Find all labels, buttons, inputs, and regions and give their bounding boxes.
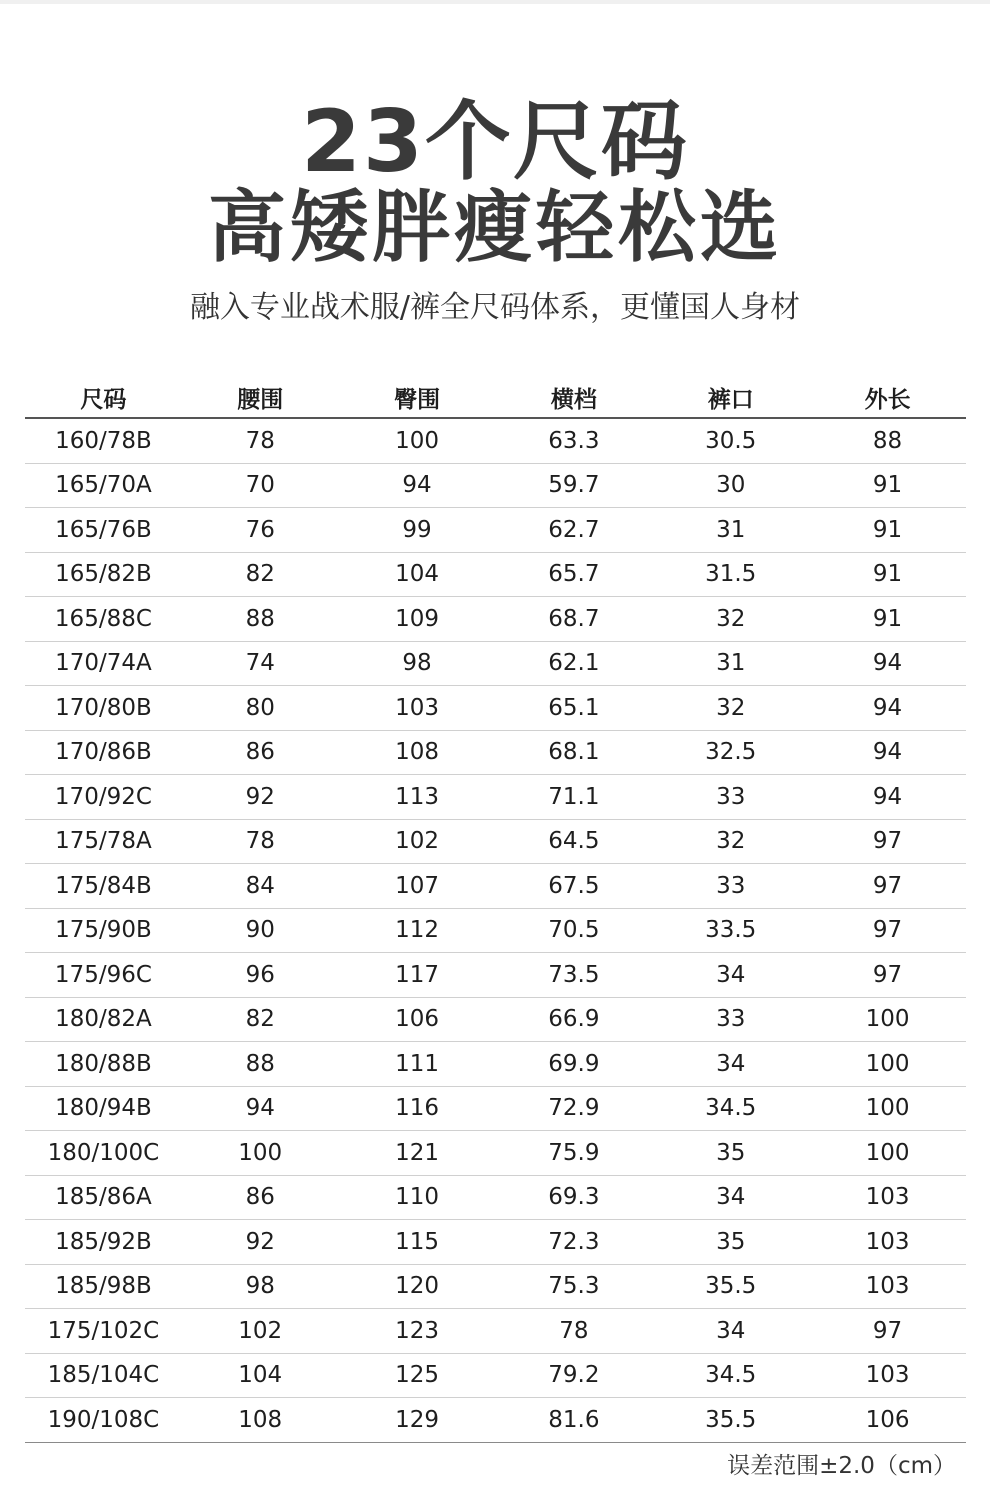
- table-cell: 108: [339, 730, 496, 775]
- table-cell: 91: [809, 552, 966, 597]
- table-cell: 59.7: [495, 463, 652, 508]
- table-row: [25, 641, 966, 686]
- table-cell: 88: [182, 597, 339, 642]
- table-cell: 78: [182, 819, 339, 864]
- table-cell: 78: [495, 1309, 652, 1354]
- table-cell: 32: [652, 819, 809, 864]
- table-cell: 116: [339, 1086, 496, 1131]
- page-title: 23个尺码: [301, 92, 689, 192]
- table-row: [25, 508, 966, 553]
- table-row: [25, 1131, 966, 1176]
- table-cell: 120: [339, 1264, 496, 1309]
- table-cell: 73.5: [495, 953, 652, 998]
- table-cell: 185/104C: [25, 1353, 182, 1398]
- table-cell: 109: [339, 597, 496, 642]
- table-cell: 102: [182, 1309, 339, 1354]
- table-cell: 121: [339, 1131, 496, 1176]
- table-cell: 88: [809, 418, 966, 463]
- table-cell: 113: [339, 775, 496, 820]
- table-cell: 110: [339, 1175, 496, 1220]
- column-header: 腰围: [182, 377, 339, 418]
- table-cell: 90: [182, 908, 339, 953]
- table-cell: 35.5: [652, 1264, 809, 1309]
- table-cell: 108: [182, 1398, 339, 1443]
- table-cell: 92: [182, 775, 339, 820]
- table-cell: 78: [182, 418, 339, 463]
- table-row: [25, 775, 966, 820]
- page-subtitle: 融入专业战术服/裤全尺码体系，更懂国人身材: [189, 290, 801, 325]
- table-cell: 170/86B: [25, 730, 182, 775]
- table-row: [25, 597, 966, 642]
- table-cell: 34: [652, 1042, 809, 1087]
- table-cell: 62.7: [495, 508, 652, 553]
- table-row: [25, 1220, 966, 1265]
- page-title-secondary: 高矮胖瘦轻松选: [207, 183, 782, 273]
- table-cell: 63.3: [495, 418, 652, 463]
- table-cell: 185/86A: [25, 1175, 182, 1220]
- table-cell: 34.5: [652, 1086, 809, 1131]
- table-cell: 33: [652, 864, 809, 909]
- table-cell: 170/74A: [25, 641, 182, 686]
- table-cell: 103: [809, 1264, 966, 1309]
- table-cell: 31: [652, 641, 809, 686]
- table-cell: 103: [809, 1175, 966, 1220]
- table-cell: 100: [809, 997, 966, 1042]
- table-cell: 107: [339, 864, 496, 909]
- table-cell: 33: [652, 997, 809, 1042]
- table-cell: 165/70A: [25, 463, 182, 508]
- table-cell: 103: [809, 1220, 966, 1265]
- top-divider: [0, 0, 990, 4]
- table-row: [25, 1309, 966, 1354]
- table-cell: 106: [339, 997, 496, 1042]
- table-cell: 103: [809, 1353, 966, 1398]
- size-table-body: [25, 418, 966, 1442]
- table-cell: 175/102C: [25, 1309, 182, 1354]
- table-cell: 180/88B: [25, 1042, 182, 1087]
- table-row: [25, 953, 966, 998]
- table-cell: 180/94B: [25, 1086, 182, 1131]
- table-cell: 94: [809, 775, 966, 820]
- table-cell: 94: [809, 686, 966, 731]
- table-cell: 34: [652, 1309, 809, 1354]
- table-cell: 33: [652, 775, 809, 820]
- table-cell: 72.9: [495, 1086, 652, 1131]
- table-cell: 97: [809, 908, 966, 953]
- table-cell: 86: [182, 1175, 339, 1220]
- table-cell: 31: [652, 508, 809, 553]
- table-cell: 125: [339, 1353, 496, 1398]
- table-cell: 104: [182, 1353, 339, 1398]
- table-cell: 104: [339, 552, 496, 597]
- table-cell: 32: [652, 597, 809, 642]
- table-cell: 92: [182, 1220, 339, 1265]
- table-row: [25, 1175, 966, 1220]
- table-cell: 74: [182, 641, 339, 686]
- table-cell: 75.9: [495, 1131, 652, 1176]
- table-cell: 97: [809, 864, 966, 909]
- table-cell: 34: [652, 1175, 809, 1220]
- table-row: [25, 1353, 966, 1398]
- table-cell: 79.2: [495, 1353, 652, 1398]
- table-cell: 98: [182, 1264, 339, 1309]
- table-cell: 70: [182, 463, 339, 508]
- table-cell: 180/100C: [25, 1131, 182, 1176]
- table-cell: 180/82A: [25, 997, 182, 1042]
- table-cell: 72.3: [495, 1220, 652, 1265]
- table-row: [25, 1086, 966, 1131]
- table-cell: 84: [182, 864, 339, 909]
- table-cell: 86: [182, 730, 339, 775]
- table-cell: 33.5: [652, 908, 809, 953]
- table-cell: 31.5: [652, 552, 809, 597]
- table-cell: 65.7: [495, 552, 652, 597]
- table-row: [25, 686, 966, 731]
- table-cell: 123: [339, 1309, 496, 1354]
- table-cell: 30.5: [652, 418, 809, 463]
- table-cell: 170/80B: [25, 686, 182, 731]
- table-cell: 81.6: [495, 1398, 652, 1443]
- table-cell: 100: [809, 1086, 966, 1131]
- table-cell: 32: [652, 686, 809, 731]
- table-cell: 75.3: [495, 1264, 652, 1309]
- column-header: 臀围: [339, 377, 496, 418]
- table-cell: 35: [652, 1220, 809, 1265]
- column-header: 横档: [495, 377, 652, 418]
- table-row: [25, 819, 966, 864]
- table-cell: 80: [182, 686, 339, 731]
- table-cell: 35.5: [652, 1398, 809, 1443]
- table-cell: 34: [652, 953, 809, 998]
- table-cell: 129: [339, 1398, 496, 1443]
- table-cell: 100: [809, 1042, 966, 1087]
- table-cell: 94: [339, 463, 496, 508]
- table-row: [25, 730, 966, 775]
- table-cell: 91: [809, 463, 966, 508]
- table-cell: 69.9: [495, 1042, 652, 1087]
- table-cell: 160/78B: [25, 418, 182, 463]
- table-row: [25, 908, 966, 953]
- table-cell: 76: [182, 508, 339, 553]
- table-cell: 94: [182, 1086, 339, 1131]
- table-cell: 175/96C: [25, 953, 182, 998]
- table-cell: 103: [339, 686, 496, 731]
- column-header: 外长: [809, 377, 966, 418]
- table-cell: 100: [182, 1131, 339, 1176]
- table-cell: 70.5: [495, 908, 652, 953]
- table-cell: 98: [339, 641, 496, 686]
- table-row: [25, 1398, 966, 1443]
- tolerance-note: 误差范围±2.0（cm）: [727, 1453, 956, 1479]
- table-cell: 91: [809, 508, 966, 553]
- table-cell: 67.5: [495, 864, 652, 909]
- table-row: [25, 1042, 966, 1087]
- table-cell: 82: [182, 997, 339, 1042]
- column-header: 尺码: [25, 377, 182, 418]
- table-cell: 190/108C: [25, 1398, 182, 1443]
- table-cell: 97: [809, 953, 966, 998]
- table-cell: 96: [182, 953, 339, 998]
- table-cell: 30: [652, 463, 809, 508]
- table-cell: 69.3: [495, 1175, 652, 1220]
- table-cell: 97: [809, 819, 966, 864]
- table-cell: 62.1: [495, 641, 652, 686]
- table-cell: 68.1: [495, 730, 652, 775]
- table-row: [25, 418, 966, 463]
- table-row: [25, 997, 966, 1042]
- table-cell: 111: [339, 1042, 496, 1087]
- table-cell: 34.5: [652, 1353, 809, 1398]
- table-cell: 185/98B: [25, 1264, 182, 1309]
- table-cell: 165/76B: [25, 508, 182, 553]
- table-cell: 68.7: [495, 597, 652, 642]
- table-cell: 32.5: [652, 730, 809, 775]
- table-row: [25, 1264, 966, 1309]
- table-cell: 97: [809, 1309, 966, 1354]
- table-cell: 175/84B: [25, 864, 182, 909]
- table-cell: 88: [182, 1042, 339, 1087]
- table-row: [25, 864, 966, 909]
- table-cell: 165/82B: [25, 552, 182, 597]
- table-cell: 91: [809, 597, 966, 642]
- column-header: 裤口: [652, 377, 809, 418]
- table-cell: 175/78A: [25, 819, 182, 864]
- table-cell: 71.1: [495, 775, 652, 820]
- table-cell: 64.5: [495, 819, 652, 864]
- table-cell: 100: [339, 418, 496, 463]
- table-cell: 102: [339, 819, 496, 864]
- table-row: [25, 463, 966, 508]
- size-table-header: [25, 377, 966, 418]
- table-cell: 94: [809, 641, 966, 686]
- header-row: [25, 377, 966, 418]
- table-cell: 185/92B: [25, 1220, 182, 1265]
- table-cell: 115: [339, 1220, 496, 1265]
- table-cell: 82: [182, 552, 339, 597]
- table-cell: 112: [339, 908, 496, 953]
- table-cell: 165/88C: [25, 597, 182, 642]
- table-cell: 99: [339, 508, 496, 553]
- table-cell: 106: [809, 1398, 966, 1443]
- table-cell: 65.1: [495, 686, 652, 731]
- table-cell: 100: [809, 1131, 966, 1176]
- table-cell: 94: [809, 730, 966, 775]
- table-cell: 170/92C: [25, 775, 182, 820]
- table-cell: 66.9: [495, 997, 652, 1042]
- table-cell: 117: [339, 953, 496, 998]
- table-cell: 35: [652, 1131, 809, 1176]
- table-row: [25, 552, 966, 597]
- table-cell: 175/90B: [25, 908, 182, 953]
- size-table: [25, 377, 966, 1443]
